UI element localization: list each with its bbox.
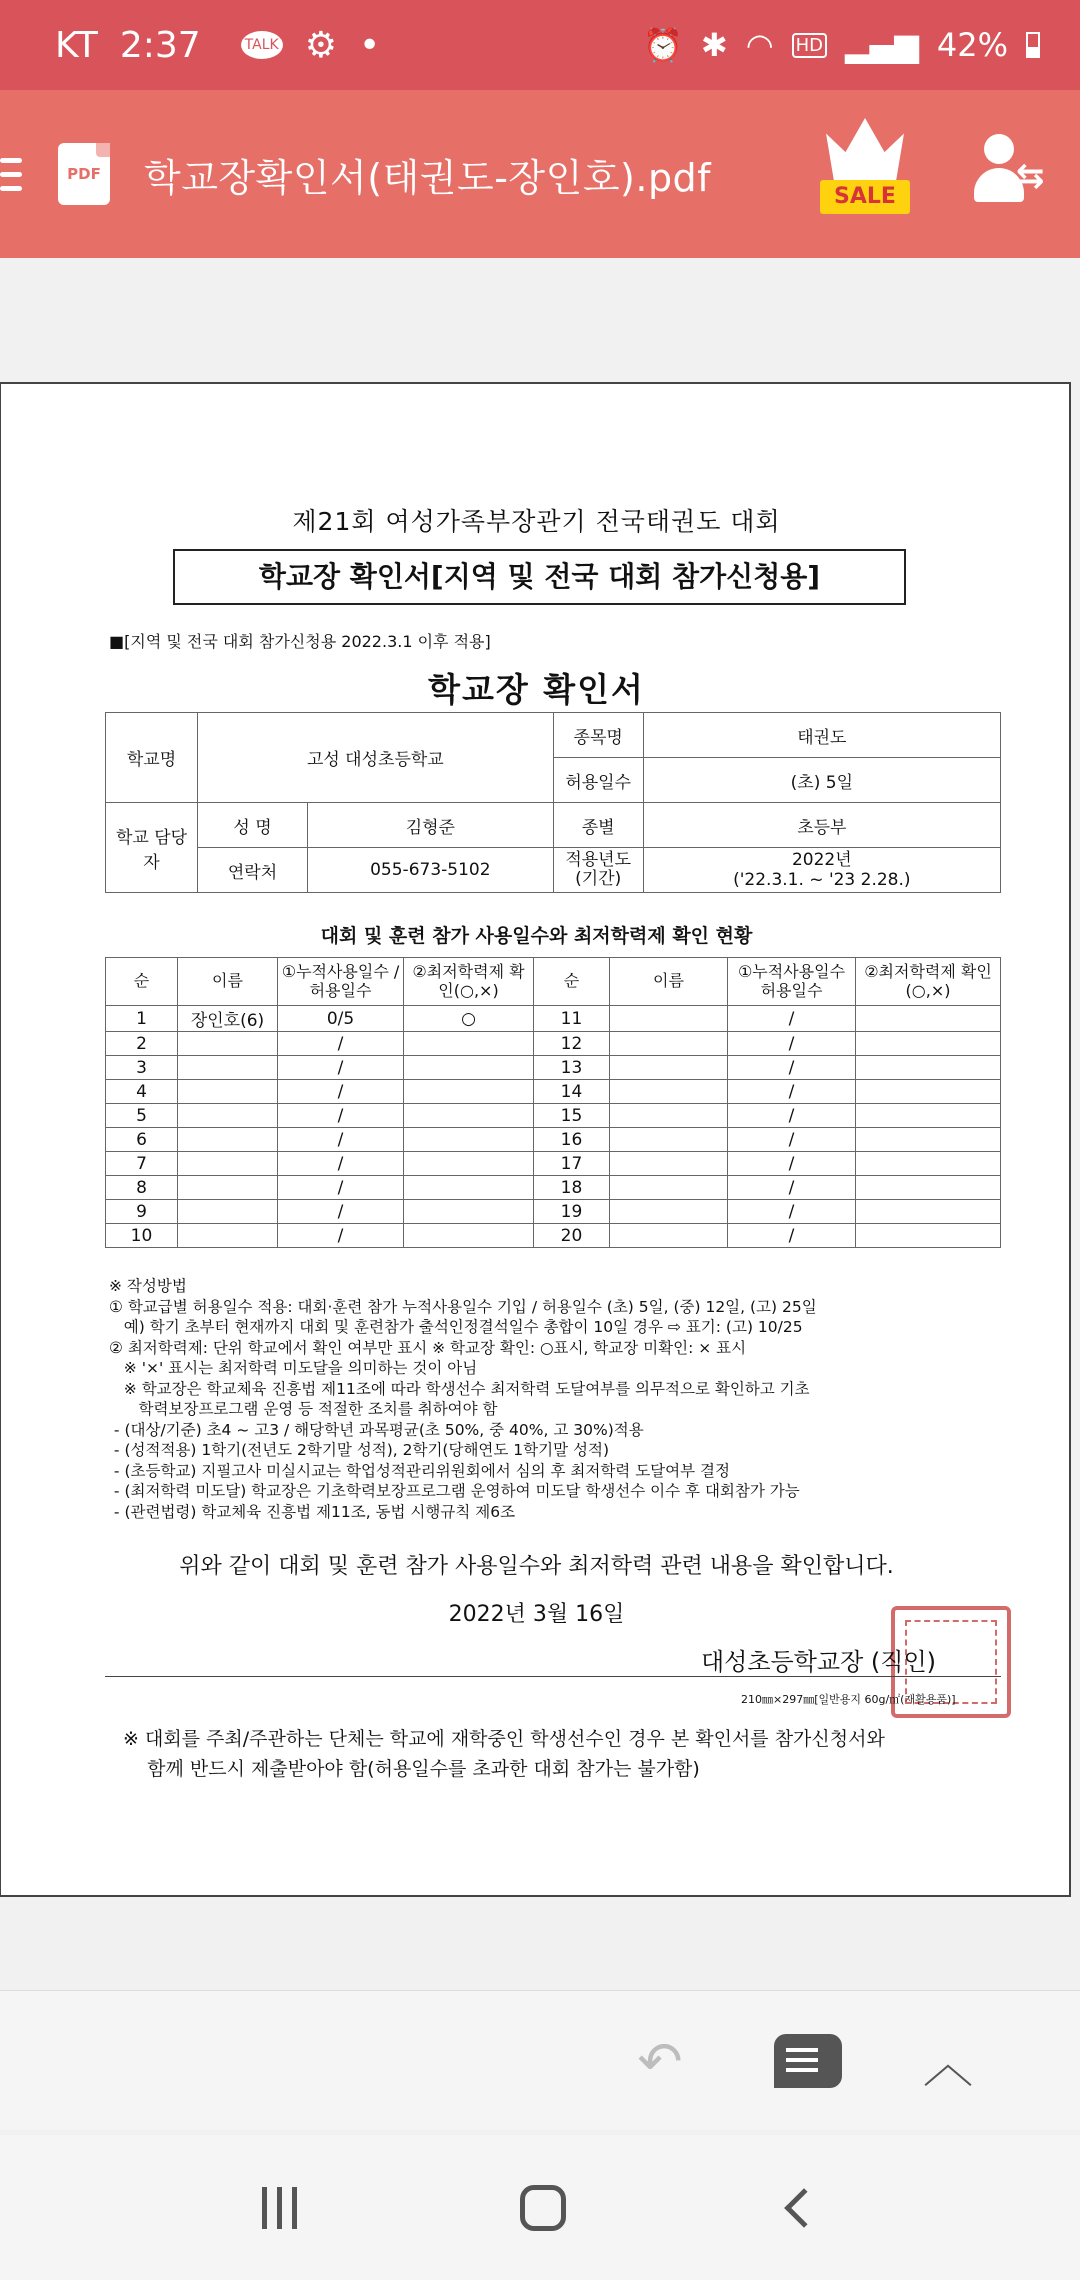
row-academic bbox=[404, 1032, 534, 1056]
col-days-right: ①누적사용일수 허용일수 bbox=[728, 958, 856, 1006]
row-days: / bbox=[278, 1224, 404, 1248]
talk-icon: TALK bbox=[241, 31, 283, 59]
battery-icon bbox=[1026, 32, 1040, 58]
row-academic bbox=[404, 1056, 534, 1080]
hd-icon: HD bbox=[792, 33, 827, 58]
row-days: / bbox=[278, 1080, 404, 1104]
row-name bbox=[178, 1128, 278, 1152]
event-value: 태권도 bbox=[643, 713, 1000, 758]
row-no-right: 15 bbox=[534, 1104, 610, 1128]
row-days-right: / bbox=[728, 1080, 856, 1104]
row-days: / bbox=[278, 1104, 404, 1128]
row-name bbox=[178, 1080, 278, 1104]
col-days: ①누적사용일수 /허용일수 bbox=[278, 958, 404, 1006]
days-value: (초) 5일 bbox=[643, 758, 1000, 803]
row-name bbox=[178, 1176, 278, 1200]
row-no-right: 20 bbox=[534, 1224, 610, 1248]
row-academic-right bbox=[856, 1128, 1001, 1152]
writing-instructions: ※ 작성방법 ① 학교급별 허용일수 적용: 대회·훈련 참가 누적사용일수 기입 / 허용일수 (초) 5일, (중) 12일, (고) 25일 예) 학기 초부터 현재까지 대회 및 훈련참가 출석인정결석일수 총합이 10일 경우 ⇨ 표기: (고) 10/25 ② 최저학력제: 단위 학교에서 확인 여부만 표시 ※ 학교장 확인: ○표시, 학교장 미확인: × 표시 ※ '×' 표시는 최저학력 미도달을 의미하는 것이 아님 ※ 학교장은 학교체육 진흥법 제11조에 따라 학생선수 최저학력 도달여부를 의무적으로 확인하고 기초 학력보장프로그램 운영 등 적절한 조치를 취하여야 함 - (대상/기준) 초4 ~ 고3 / 해당학년 과목평균(초 50%, 중 40%, 고 30%)적용 - (성적적용) 1학기(전년도 2학기말 성적), 2학기(당해연도 1학기말 성적) - (초등학교) 지필고사 미실시교는 학업성적관리위원회에서 심의 후 최저학력 도달여부 결정 - (최저학력 미도달) 학교장은 기초학력보장프로그램 운영하여 미도달 학생선수 이수 후 대회참가 가능 - (관련법령) 학교체육 진흥법 제11조, 동법 시행규칙 제6조 bbox=[109, 1277, 817, 1521]
phone-label: 연락처 bbox=[198, 848, 308, 893]
row-no: 3 bbox=[106, 1056, 178, 1080]
edit-icon[interactable] bbox=[768, 2021, 848, 2101]
row-name-right bbox=[610, 1152, 728, 1176]
table-row bbox=[106, 1200, 1001, 1224]
row-academic-right bbox=[856, 1080, 1001, 1104]
row-days: / bbox=[278, 1032, 404, 1056]
row-days-right: / bbox=[728, 1176, 856, 1200]
bottom-toolbar bbox=[0, 1990, 1080, 2130]
table-row bbox=[106, 1104, 1001, 1128]
row-no: 6 bbox=[106, 1128, 178, 1152]
confirmation-text: 위와 같이 대회 및 훈련 참가 사용일수와 최저학력 관련 내용을 확인합니다. bbox=[179, 1554, 894, 1579]
row-academic: ○ bbox=[404, 1006, 534, 1032]
row-name-right bbox=[610, 1056, 728, 1080]
division-value: 초등부 bbox=[643, 803, 1000, 848]
row-days-right: / bbox=[728, 1200, 856, 1224]
row-name-right bbox=[610, 1224, 728, 1248]
battery-level: 42% bbox=[936, 26, 1008, 64]
col-no: 순 bbox=[106, 958, 178, 1006]
row-academic-right bbox=[856, 1032, 1001, 1056]
name-label: 성 명 bbox=[198, 803, 308, 848]
back-button[interactable] bbox=[784, 2188, 824, 2228]
row-academic-right bbox=[856, 1006, 1001, 1032]
carrier-label: KT bbox=[55, 24, 98, 66]
table-row bbox=[106, 1128, 1001, 1152]
table-row bbox=[106, 1176, 1001, 1200]
year-value: 2022년 bbox=[791, 849, 852, 870]
row-academic-right bbox=[856, 1224, 1001, 1248]
settings-notification-icon: ⚙ bbox=[304, 24, 337, 66]
row-days-right: / bbox=[728, 1224, 856, 1248]
row-days-right: / bbox=[728, 1152, 856, 1176]
info-table bbox=[105, 712, 1001, 893]
school-label: 학교명 bbox=[106, 713, 198, 803]
row-days: / bbox=[278, 1152, 404, 1176]
row-name-right bbox=[610, 1006, 728, 1032]
divider bbox=[105, 1676, 1001, 1677]
principal-signature: 대성초등학교장 (직인) bbox=[701, 1648, 937, 1676]
row-no-right: 16 bbox=[534, 1128, 610, 1152]
home-button[interactable] bbox=[520, 2185, 566, 2231]
row-no-right: 19 bbox=[534, 1200, 610, 1224]
row-academic-right bbox=[856, 1056, 1001, 1080]
row-name bbox=[178, 1104, 278, 1128]
pdf-page bbox=[0, 382, 1071, 1897]
row-no: 4 bbox=[106, 1080, 178, 1104]
row-academic-right bbox=[856, 1104, 1001, 1128]
row-no-right: 14 bbox=[534, 1080, 610, 1104]
row-academic bbox=[404, 1128, 534, 1152]
wifi-icon: ◠ bbox=[745, 26, 774, 64]
recent-apps-button[interactable] bbox=[262, 2187, 297, 2229]
col-academic-right: ②최저학력제 확인(○,×) bbox=[856, 958, 1001, 1006]
boxed-title: 학교장 확인서[지역 및 전국 대회 참가신청용] bbox=[173, 549, 906, 605]
bluetooth-icon: ✱ bbox=[700, 26, 728, 64]
app-toolbar bbox=[0, 90, 1080, 258]
crown-icon bbox=[826, 118, 904, 180]
row-days-right: / bbox=[728, 1056, 856, 1080]
row-no: 1 bbox=[106, 1006, 178, 1032]
document-title: 학교장확인서(태권도-장인호).pdf bbox=[144, 155, 712, 200]
footer-note: ※ 대회를 주최/주관하는 단체는 학교에 재학중인 학생선수인 경우 본 확인서를 참가신청서와 함께 반드시 제출받아야 함(허용일수를 초과한 대회 참가는 불가함) bbox=[123, 1728, 885, 1780]
name-value: 김형준 bbox=[308, 803, 554, 848]
row-no: 7 bbox=[106, 1152, 178, 1176]
row-name bbox=[178, 1152, 278, 1176]
row-academic-right bbox=[856, 1200, 1001, 1224]
row-name-right bbox=[610, 1080, 728, 1104]
row-days-right: / bbox=[728, 1104, 856, 1128]
row-name-right bbox=[610, 1104, 728, 1128]
school-value: 고성 대성초등학교 bbox=[198, 713, 554, 803]
system-nav-bar bbox=[0, 2135, 1080, 2280]
row-days-right: / bbox=[728, 1006, 856, 1032]
year-label: 적용년도 (기간) bbox=[553, 848, 643, 893]
row-no: 8 bbox=[106, 1176, 178, 1200]
row-days: / bbox=[278, 1176, 404, 1200]
row-academic bbox=[404, 1224, 534, 1248]
phone-value: 055-673-5102 bbox=[308, 848, 554, 893]
col-name-right: 이름 bbox=[610, 958, 728, 1006]
table-row bbox=[106, 1056, 1001, 1080]
row-no-right: 13 bbox=[534, 1056, 610, 1080]
row-academic-right bbox=[856, 1176, 1001, 1200]
row-no-right: 12 bbox=[534, 1032, 610, 1056]
issue-date: 2022년 3월 16일 bbox=[448, 1602, 625, 1627]
row-no: 2 bbox=[106, 1032, 178, 1056]
row-no: 5 bbox=[106, 1104, 178, 1128]
row-no: 10 bbox=[106, 1224, 178, 1248]
signal-icon: ▂▄▆ bbox=[845, 26, 919, 64]
row-no: 9 bbox=[106, 1200, 178, 1224]
usage-table-header bbox=[106, 958, 1001, 1006]
dot-icon: • bbox=[358, 24, 381, 66]
period-value: ('22.3.1. ~ '23 2.28.) bbox=[733, 870, 911, 890]
row-name-right bbox=[610, 1200, 728, 1224]
section-title: 대회 및 훈련 참가 사용일수와 최저학력제 확인 현황 bbox=[320, 925, 753, 947]
row-academic bbox=[404, 1176, 534, 1200]
row-no-right: 11 bbox=[534, 1006, 610, 1032]
row-academic-right bbox=[856, 1152, 1001, 1176]
table-row bbox=[106, 1006, 1001, 1032]
alarm-icon: ⏰ bbox=[643, 26, 683, 64]
document-subtitle: 제21회 여성가족부장관기 전국태권도 대회 bbox=[292, 507, 781, 536]
applicability-note: ■[지역 및 전국 대회 참가신청용 2022.3.1 이후 적용] bbox=[109, 632, 491, 651]
status-bar bbox=[0, 0, 1080, 90]
row-name-right bbox=[610, 1032, 728, 1056]
row-days: / bbox=[278, 1200, 404, 1224]
table-row bbox=[106, 1224, 1001, 1248]
row-name bbox=[178, 1056, 278, 1080]
row-name bbox=[178, 1200, 278, 1224]
row-academic bbox=[404, 1080, 534, 1104]
row-name bbox=[178, 1032, 278, 1056]
table-row bbox=[106, 1032, 1001, 1056]
event-label: 종목명 bbox=[553, 713, 643, 758]
sale-badge: SALE bbox=[820, 180, 910, 214]
col-no-right: 순 bbox=[534, 958, 610, 1006]
row-days-right: / bbox=[728, 1032, 856, 1056]
col-academic: ②최저학력제 확인(○,×) bbox=[404, 958, 534, 1006]
row-no-right: 17 bbox=[534, 1152, 610, 1176]
pdf-file-icon: PDF bbox=[58, 143, 110, 205]
contact-label: 학교 담당자 bbox=[106, 803, 198, 893]
row-academic bbox=[404, 1104, 534, 1128]
row-name bbox=[178, 1224, 278, 1248]
col-name: 이름 bbox=[178, 958, 278, 1006]
division-label: 종별 bbox=[553, 803, 643, 848]
usage-table bbox=[105, 957, 1001, 1248]
row-academic bbox=[404, 1152, 534, 1176]
table-row bbox=[106, 1152, 1001, 1176]
row-days-right: / bbox=[728, 1128, 856, 1152]
switch-user-icon[interactable]: ⇆ bbox=[968, 134, 1046, 212]
row-name-right bbox=[610, 1128, 728, 1152]
row-no-right: 18 bbox=[534, 1176, 610, 1200]
row-days: / bbox=[278, 1128, 404, 1152]
menu-icon[interactable] bbox=[0, 158, 34, 191]
undo-icon[interactable]: ↶ bbox=[637, 2029, 683, 2093]
row-days: / bbox=[278, 1056, 404, 1080]
chevron-up-icon[interactable]: ︿ bbox=[923, 2036, 973, 2094]
document-heading: 학교장 확인서 bbox=[428, 670, 645, 709]
table-row bbox=[106, 1080, 1001, 1104]
row-name-right bbox=[610, 1176, 728, 1200]
row-academic bbox=[404, 1200, 534, 1224]
days-label: 허용일수 bbox=[553, 758, 643, 803]
sale-button[interactable] bbox=[820, 118, 910, 230]
year-cell bbox=[643, 848, 1000, 893]
paper-spec: 210㎜×297㎜[일반용지 60g/㎡(재활용품)] bbox=[741, 1693, 956, 1706]
clock: 2:37 bbox=[119, 24, 201, 66]
row-name: 장인호(6) bbox=[178, 1006, 278, 1032]
row-days: 0/5 bbox=[278, 1006, 404, 1032]
